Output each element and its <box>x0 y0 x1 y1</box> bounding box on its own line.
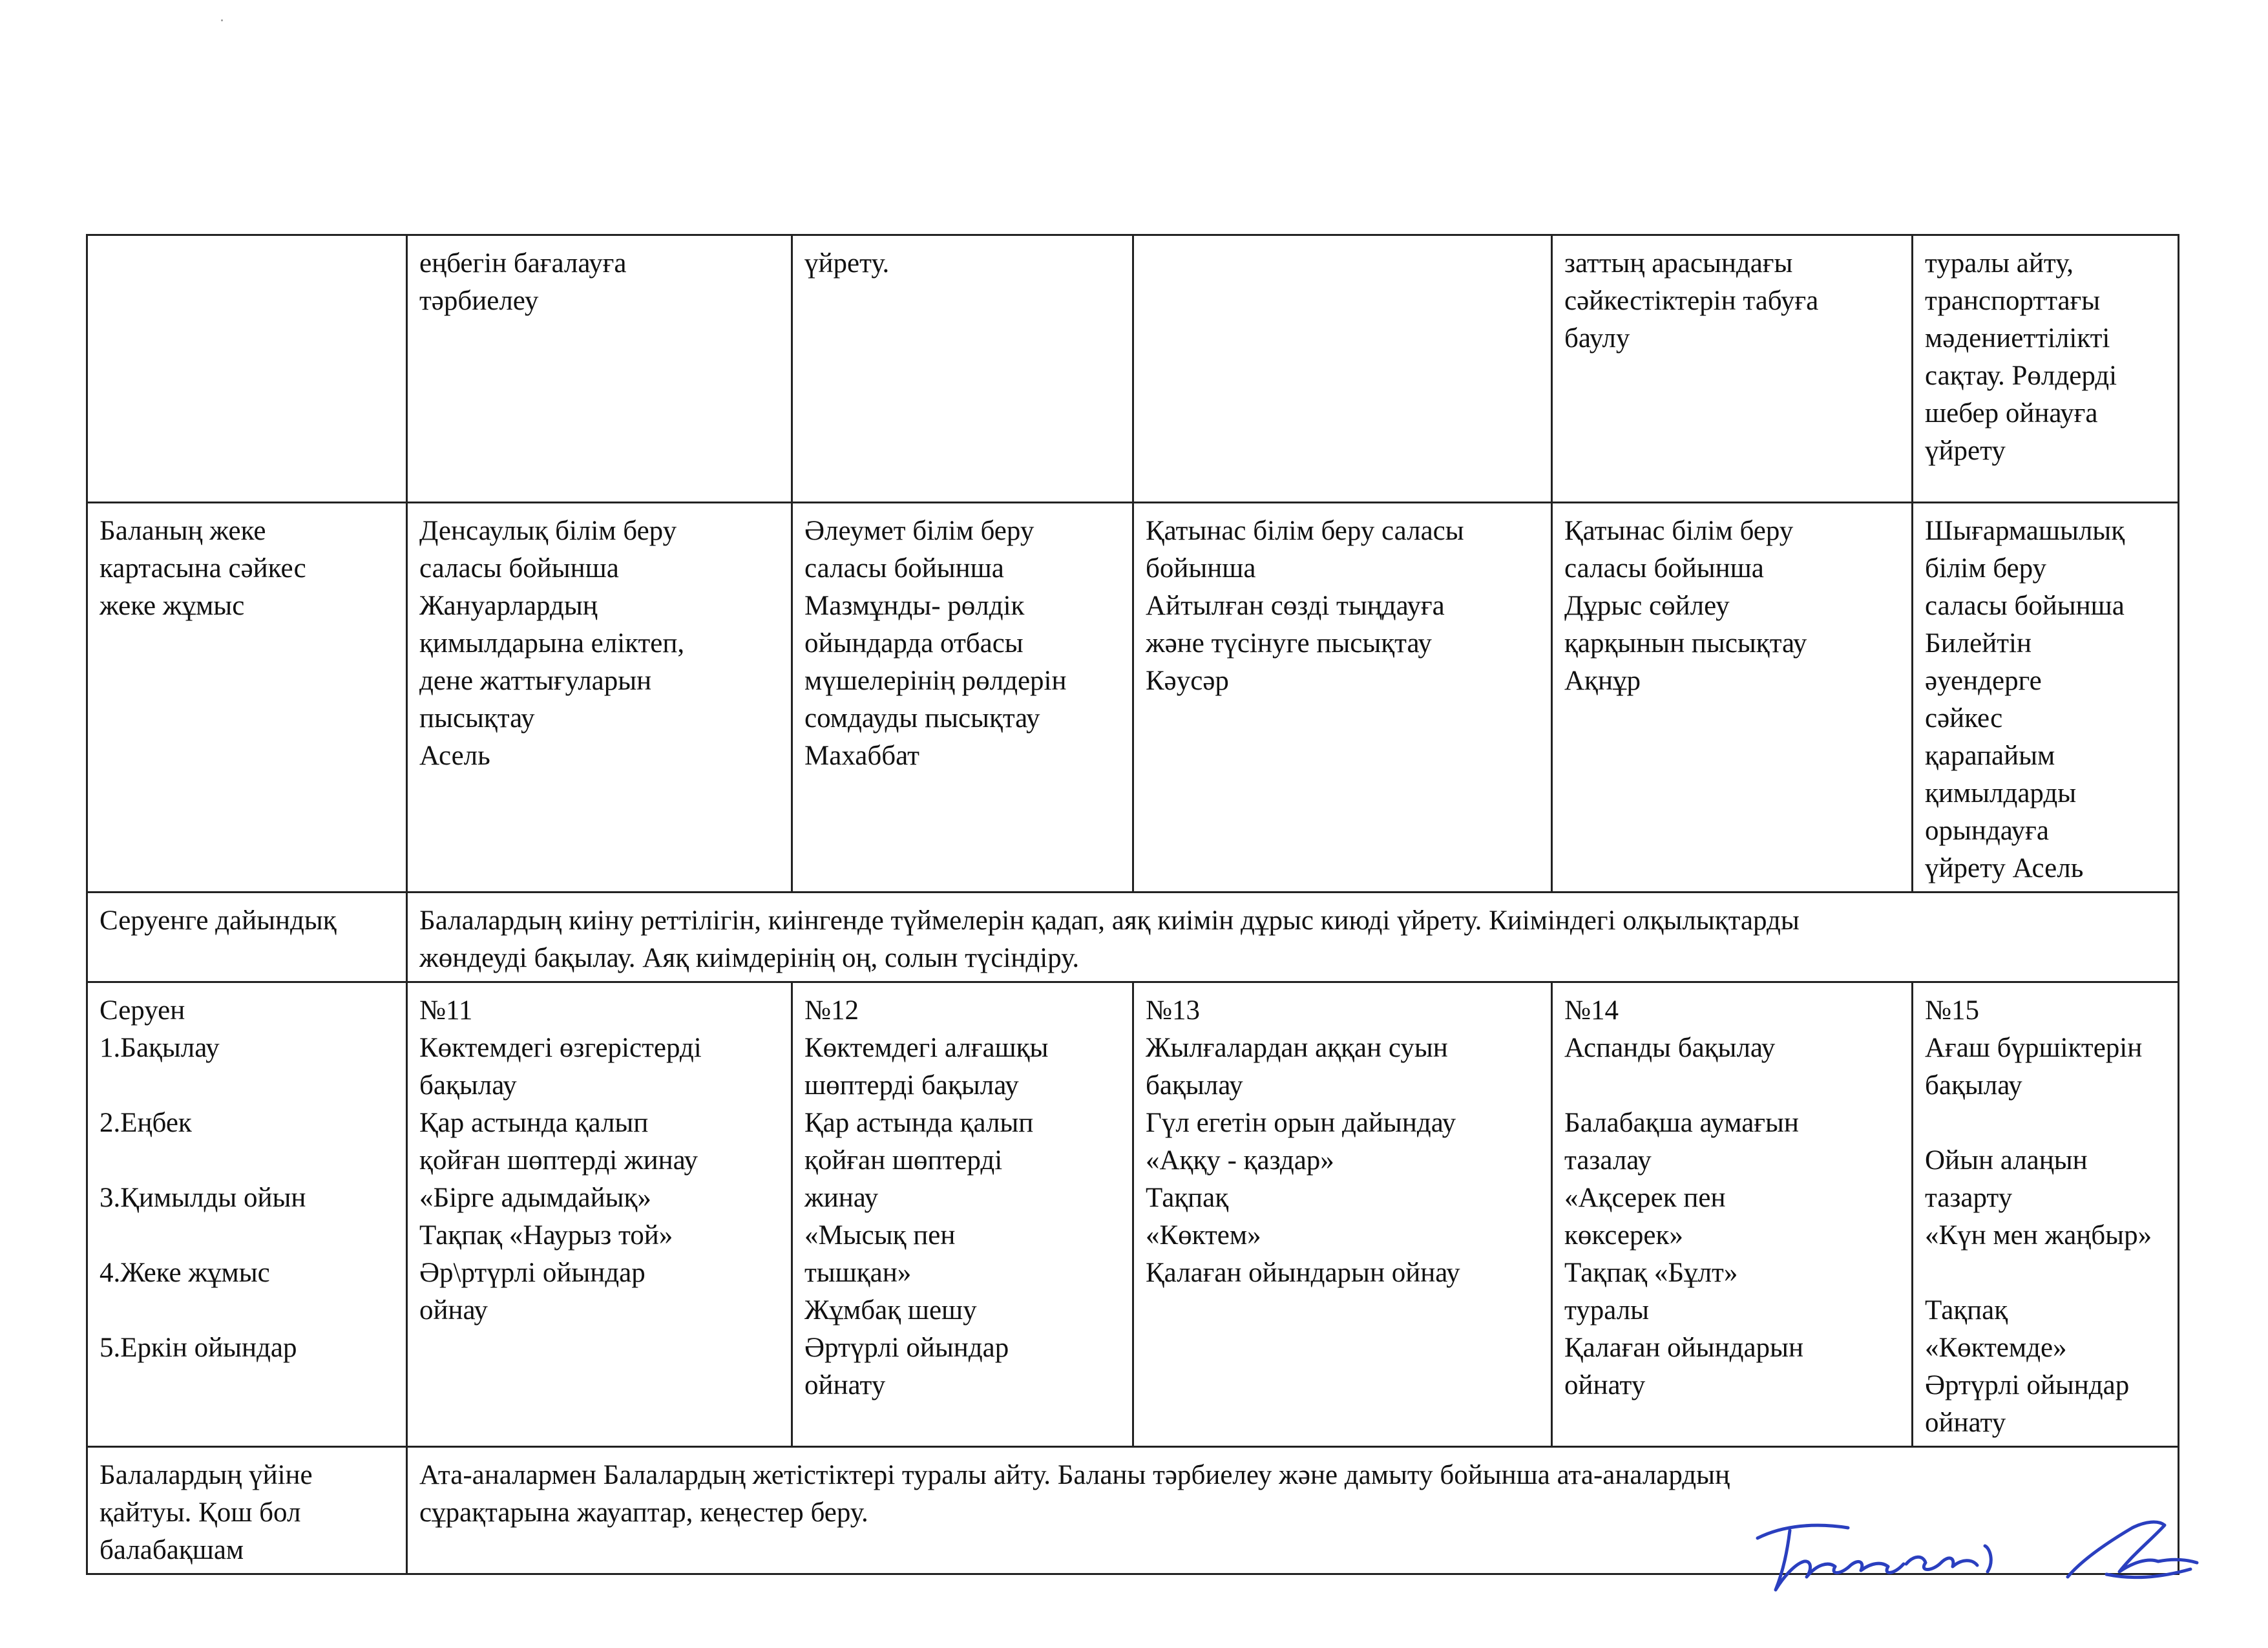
table-cell: Қатынас білім беру саласы бойынша Айтылған сөзді тыңдауға және түсінуге пысықтау Кәусәр <box>1133 503 1552 893</box>
table-cell: №14 Аспанды бақылау Балабақша аумағын тазалау «Ақсерек пен көксерек» Тақпақ «Бұлт» туралы Қалаған ойындарын ойнату <box>1552 982 1913 1447</box>
table-cell: №11 Көктемдегі өзгерістерді бақылау Қар астында қалып қойған шөптерді жинау «Бірге адымдайық» Тақпақ «Наурыз той» Әр\ртүрлі ойындар ойнау <box>407 982 792 1447</box>
table-cell: №15 Ағаш бүршіктерін бақылау Ойын алаңын тазарту «Күн мен жаңбыр» Тақпақ «Көктемде» Әртүрлі ойындар ойнату <box>1913 982 2179 1447</box>
table-row-walk-preparation <box>87 893 2179 982</box>
row-label: Серуенге дайындық <box>87 893 407 982</box>
table-cell: заттың арасындағы сәйкестіктерін табуға баулу <box>1552 235 1913 503</box>
signature-icon <box>1745 1499 2210 1603</box>
table-cell-wide: Ата-аналармен Балалардың жетістіктері туралы айту. Баланы тәрбиелеу және дамыту бойынша ата-аналардың сұрақтарына жауаптар, кеңестер беру. <box>407 1447 2179 1574</box>
table-cell: №12 Көктемдегі алғашқы шөптерді бақылау Қар астында қалып қойған шөптерді жинау «Мысық пен тышқан» Жұмбақ шешу Әртүрлі ойындар ойнату <box>792 982 1133 1447</box>
table-cell: үйрету. <box>792 235 1133 503</box>
table-cell: Денсаулық білім беру саласы бойынша Жануарлардың қимылдарына еліктеп, дене жаттығуларын пысықтау Асель <box>407 503 792 893</box>
scan-speck <box>221 19 223 21</box>
table-cell-wide: Балалардың киіну реттілігін, киінгенде түймелерін қадап, аяқ киімін дұрыс киюді үйрету. Киіміндегі олқылықтарды жөндеуді бақылау. Аяқ киімдерінің оң, солын түсіндіру. <box>407 893 2179 982</box>
table-cell <box>87 235 407 503</box>
table-cell <box>1133 235 1552 503</box>
table-cell: №13 Жылғалардан аққан суын бақылау Гүл егетін орын дайындау «Аққу - қаздар» Тақпақ «Көктем» Қалаған ойындарын ойнау <box>1133 982 1552 1447</box>
table-row-walk <box>87 982 2179 1447</box>
table-row-individual-work <box>87 503 2179 893</box>
table-row-continuation <box>87 235 2179 503</box>
row-label: Балалардың үйіне қайтуы. Қош бол балабақшам <box>87 1447 407 1574</box>
table-cell: Шығармашылық білім беру саласы бойынша Билейтін әуендерге сәйкес қарапайым қимылдарды орындауға үйрету Асель <box>1913 503 2179 893</box>
table-cell: Әлеумет білім беру саласы бойынша Мазмұнды- рөлдік ойындарда отбасы мүшелерінің рөлдерін сомдауды пысықтау Махаббат <box>792 503 1133 893</box>
table-cell: Қатынас білім беру саласы бойынша Дұрыс сөйлеу қарқынын пысықтау Ақнұр <box>1552 503 1913 893</box>
table-cell: еңбегін бағалауға тәрбиелеу <box>407 235 792 503</box>
row-label: Баланың жеке картасына сәйкес жеке жұмыс <box>87 503 407 893</box>
handwritten-signature <box>1745 1499 2210 1603</box>
row-label: Серуен 1.Бақылау 2.Еңбек 3.Қимылды ойын 4.Жеке жұмыс 5.Еркін ойындар <box>87 982 407 1447</box>
daily-plan-table <box>86 234 2179 1575</box>
table-cell: туралы айту, транспорттағы мәдениеттілікті сақтау. Рөлдерді шебер ойнауға үйрету <box>1913 235 2179 503</box>
